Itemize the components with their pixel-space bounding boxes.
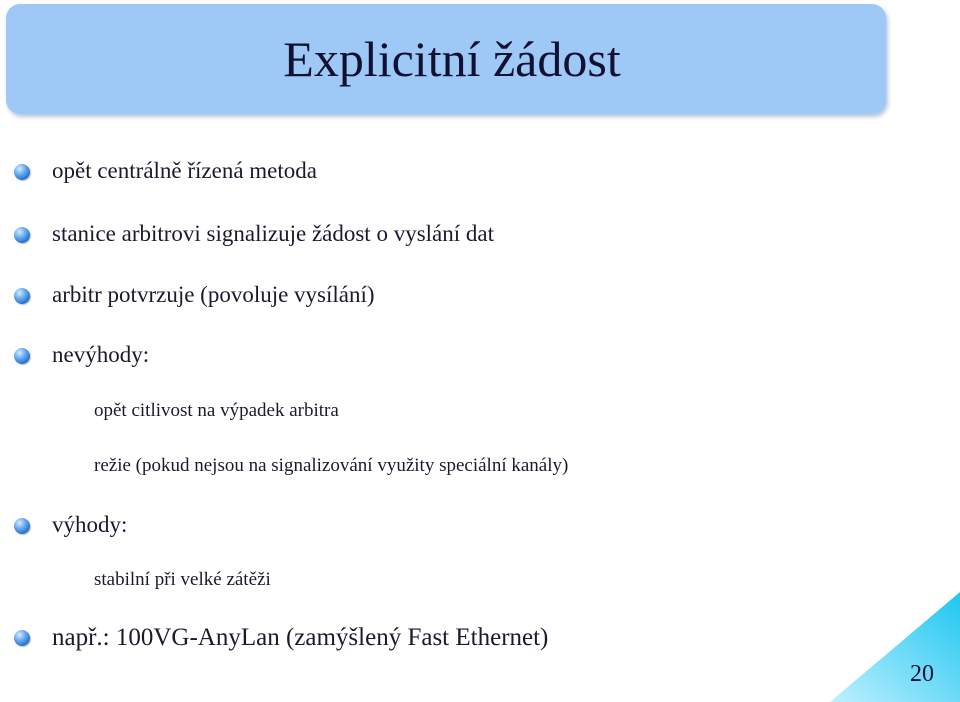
corner-decoration	[830, 592, 960, 702]
bullet-text: stanice arbitrovi signalizuje žádost o vyslání dat	[52, 221, 494, 246]
page-number: 20	[910, 661, 934, 687]
sphere-bullet-icon	[14, 348, 30, 364]
corner-triangle	[830, 592, 960, 702]
bullet-text: nevýhody:	[52, 342, 150, 367]
bullet-text: např.: 100VG-AnyLan (zamýšlený Fast Ethernet)	[52, 624, 549, 651]
sphere-bullet-icon	[14, 288, 30, 304]
sphere-bullet-icon	[14, 227, 30, 243]
sphere-bullet-icon	[14, 164, 30, 180]
bullet-text: arbitr potvrzuje (povoluje vysílání)	[52, 282, 375, 307]
bullet-text: výhody:	[52, 512, 128, 537]
sphere-bullet-icon	[14, 630, 30, 646]
sub-item-3: stabilní při velké zátěži	[94, 569, 271, 590]
slide-title: Explicitní žádost	[283, 31, 621, 87]
sub-item-1: opět citlivost na výpadek arbitra	[94, 400, 339, 421]
sphere-bullet-icon	[14, 518, 30, 534]
sub-item-2: režie (pokud nejsou na signalizování využity speciální kanály)	[94, 455, 569, 476]
bullet-text: opět centrálně řízená metoda	[52, 158, 317, 183]
title-banner	[6, 4, 886, 114]
